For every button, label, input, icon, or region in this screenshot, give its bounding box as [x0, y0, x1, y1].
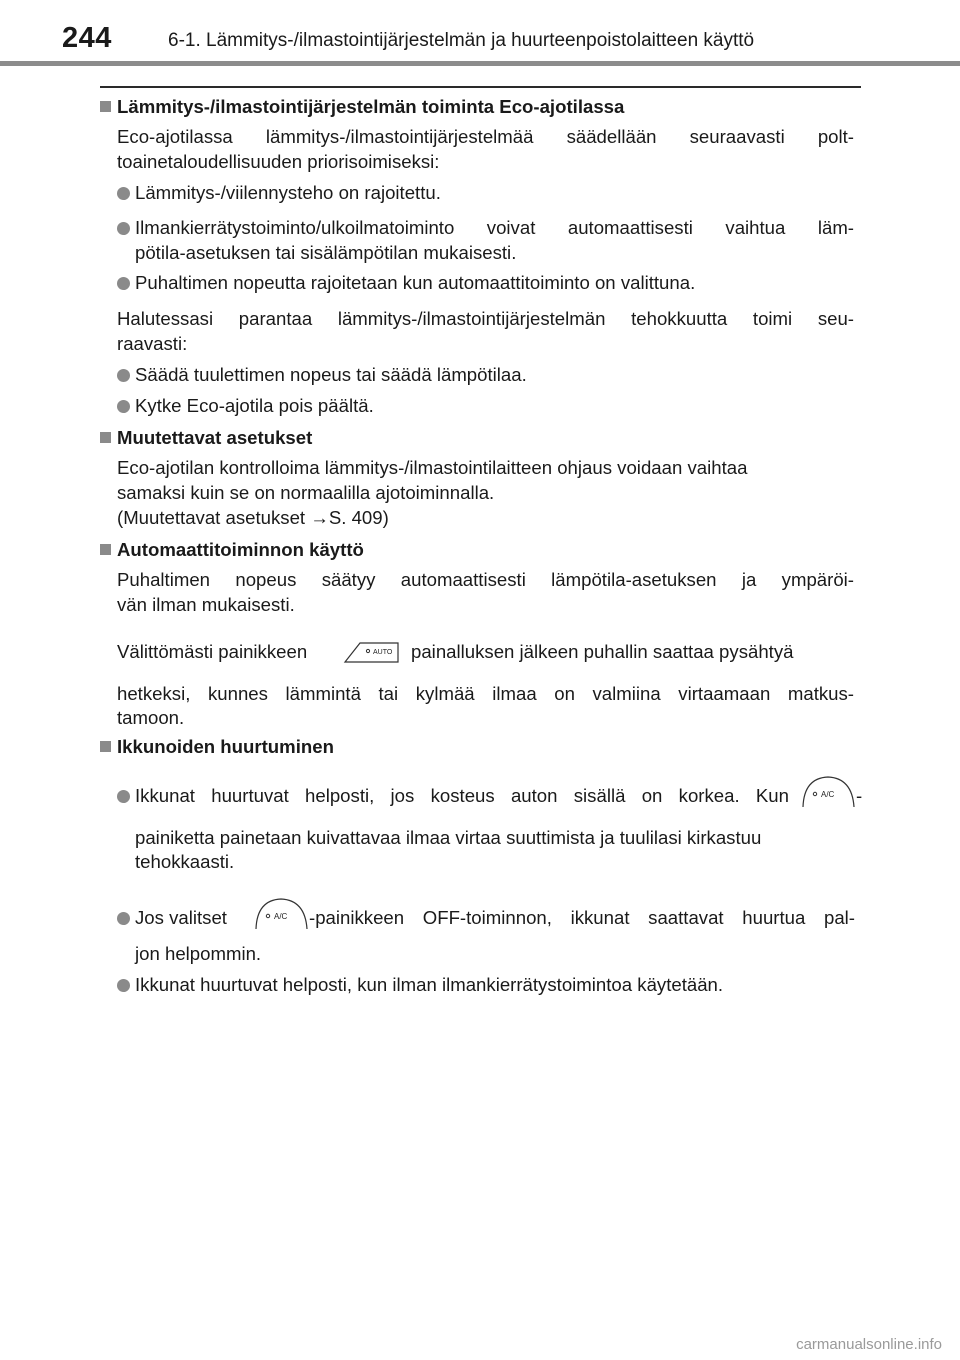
bullet-icon	[117, 277, 130, 290]
bullet-icon	[117, 187, 130, 200]
section-marker-icon	[100, 101, 111, 112]
eco-intro-line-2: toainetaloudellisuuden priorisoimiseksi:	[117, 151, 440, 172]
section-heading-settings: Muutettavat asetukset	[117, 427, 313, 448]
fog-bullet-1-line-2: painiketta painetaan kuivattavaa ilmaa virtaa suuttimista ja tuulilasi kirkastuu	[135, 827, 762, 848]
eco-bullet-5: Kytke Eco-ajotila pois päältä.	[135, 395, 374, 416]
fog-bullet-3: Ikkunat huurtuvat helposti, kun ilman ilmankierrätystoimintoa käytetään.	[135, 974, 724, 995]
auto-line-2: vän ilman mukaisesti.	[117, 594, 295, 615]
section-marker-icon	[100, 741, 111, 752]
eco-bullet-1: Lämmitys-/viilennysteho on rajoitettu.	[135, 182, 441, 203]
eco-para2-line-2: raavasti:	[117, 333, 188, 354]
auto-line-5: tamoon.	[117, 707, 185, 728]
fog-bullet-2-line-2: jon helpommin.	[135, 943, 262, 964]
fog-bullet-2-after: -painikkeen OFF-toiminnon, ikkunat saattavat huurtua pal-	[309, 907, 855, 928]
eco-bullet-3: Puhaltimen nopeutta rajoitetaan kun automaattitoiminto on valittuna.	[135, 272, 696, 293]
svg-text:A/C: A/C	[274, 912, 288, 921]
section-heading-auto: Automaattitoiminnon käyttö	[117, 539, 364, 560]
svg-text:AUTO: AUTO	[373, 649, 393, 656]
fog-bullet-1-suffix: -	[856, 785, 863, 806]
content-top-rule	[100, 86, 861, 88]
page-number: 244	[62, 22, 112, 54]
ac-button-icon	[800, 774, 858, 810]
bullet-icon	[117, 222, 130, 235]
bullet-icon	[117, 400, 130, 413]
eco-bullet-2-line-2: pötila-asetuksen tai sisälämpötilan mukaisesti.	[135, 242, 517, 263]
auto-line-4: hetkeksi, kunnes lämmintä tai kylmää ilmaa on valmiina virtaamaan matkus-	[117, 683, 854, 704]
settings-line-1: Eco-ajotilan kontrolloima lämmitys-/ilmastointilaitteen ohjaus voidaan vaihtaa	[117, 457, 748, 478]
section-marker-icon	[100, 432, 111, 443]
fog-bullet-1-line-1: Ikkunat huurtuvat helposti, jos kosteus auton sisällä on korkea. Kun	[135, 785, 789, 806]
header-divider	[0, 61, 960, 66]
bullet-icon	[117, 790, 130, 803]
bullet-icon	[117, 912, 130, 925]
eco-bullet-2-line-1: Ilmankierrätystoiminto/ulkoilmatoiminto voivat automaattisesti vaihtua läm-	[135, 217, 854, 238]
eco-bullet-4: Säädä tuulettimen nopeus tai säädä lämpötilaa.	[135, 364, 527, 385]
page-header	[0, 0, 960, 70]
eco-intro-line-1: Eco-ajotilassa lämmitys-/ilmastointijärjestelmää säädellään seuraavasti polt-	[117, 126, 854, 147]
auto-line-3-before: Välittömästi painikkeen	[117, 641, 308, 662]
auto-line-3-after: painalluksen jälkeen puhallin saattaa pysähtyä	[411, 641, 794, 662]
auto-line-1: Puhaltimen nopeus säätyy automaattisesti lämpötila-asetuksen ja ympäröi-	[117, 569, 854, 590]
watermark: carmanualsonline.info	[796, 1336, 942, 1353]
ac-button-icon	[253, 896, 311, 932]
eco-para2-line-1: Halutessasi parantaa lämmitys-/ilmastointijärjestelmän tehokkuutta toimi seu-	[117, 308, 854, 329]
section-heading-eco: Lämmitys-/ilmastointijärjestelmän toiminta Eco-ajotilassa	[117, 96, 625, 117]
settings-line-3: (Muutettavat asetukset →S. 409)	[117, 507, 389, 528]
bullet-icon	[117, 979, 130, 992]
section-heading-fog: Ikkunoiden huurtuminen	[117, 736, 334, 757]
bullet-icon	[117, 369, 130, 382]
fog-bullet-1-line-3: tehokkaasti.	[135, 851, 235, 872]
section-marker-icon	[100, 544, 111, 555]
settings-line-2: samaksi kuin se on normaalilla ajotoiminnalla.	[117, 482, 495, 503]
chapter-title: 6-1. Lämmitys-/ilmastointijärjestelmän ja huurteenpoistolaitteen käyttö	[168, 30, 755, 51]
fog-bullet-2-before: Jos valitset	[135, 907, 227, 928]
auto-button-icon	[342, 640, 402, 666]
svg-text:A/C: A/C	[821, 790, 835, 799]
